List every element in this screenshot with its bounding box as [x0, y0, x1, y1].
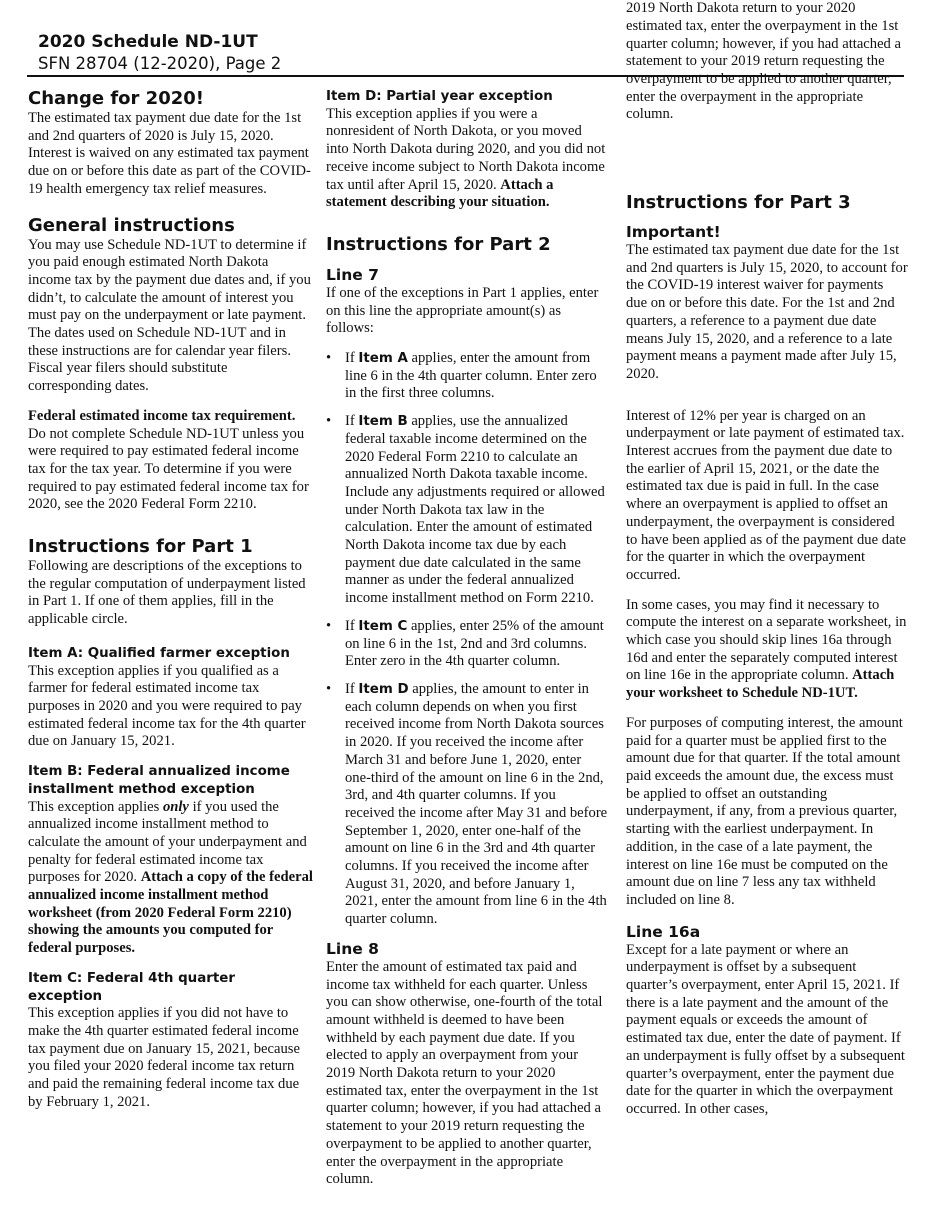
page-header: [38, 32, 281, 74]
line7-intro: If one of the exceptions in Part 1 applies, enter on this line the appropriate amount(s) as follows:: [326, 284, 599, 337]
line8-continuation: 2019 North Dakota return to your 2020 estimated tax, enter the overpayment in the 1st quarter column; however, if you had attached a statement to your 2019 return requesting the overpayment to be applied to another quarter, enter the overpayment in the appropriate column.: [626, 0, 901, 123]
item-b-attach-note: Attach a copy of the federal annualized income installment method worksheet (from 2020 Federal Form 2210) showing the amounts you computed for federal purposes.: [28, 869, 313, 957]
item-label: Item A: [358, 351, 408, 367]
item-b-text-mid: if you used the annualized income installment method to calculate the amount of your underpayment and penalty for federal estimated income tax purposes for 2020.: [28, 798, 307, 886]
worksheet-text: In some cases, you may find it necessary to compute the interest on a separate worksheet, in which case you should skip lines 16a through 16d and enter the separately computed interest on line 16e in the appropriate column.: [626, 596, 907, 684]
worksheet-paragraph: [626, 597, 908, 703]
change-2020-text: The estimated tax payment due date for the 1st and 2nd quarters of 2020 is July 15, 2020. Interest is waived on any estimated tax payment due on or before this date as part of the COVID-19 health emergency tax relief measures.: [28, 110, 311, 197]
item-b-only: only: [162, 798, 189, 815]
part1-heading: Instructions for Part 1: [28, 536, 253, 558]
federal-requirement-paragraph: [28, 408, 313, 514]
worksheet-attach-note: Attach your worksheet to Schedule ND-1UT.: [626, 667, 895, 702]
line7-bullet-list: [326, 350, 608, 929]
form-subtitle: SFN 28704 (12-2020), Page 2: [38, 54, 282, 73]
item-label: Item B: [358, 414, 408, 430]
line16a-text: Except for a late payment or where an underpayment is offset by a subsequent quarter’s overpayment, enter April 15, 2021. If there is a late payment and the amount of the payment equals or exceeds the amount of estimated tax due, enter the date of payment. If an underpayment is fully offset by a subsequent quarter’s overpayment, enter the payment due date for the quarter in which the overpayment occurred. In other cases,: [626, 941, 905, 1117]
part1-intro: Following are descriptions of the exceptions to the regular computation of underpayment listed in Part 1. If one of them applies, fill in the applicable circle.: [28, 558, 306, 628]
item-label: Item C: [358, 618, 408, 634]
item-d-attach-note: Attach a statement describing your situation.: [326, 176, 554, 211]
line8-text: Enter the amount of estimated tax paid and income tax withheld for each quarter. Unless you can show otherwise, one-fourth of the total amount withheld is deemed to have been withheld by each payment due date. If you elected to apply an overpayment from your 2019 North Dakota return to your 2020 estimated tax, enter the overpayment in the 1st quarter column; however, if you had attached a statement to your 2019 return requesting the overpayment to be applied to another quarter, enter the overpayment in the appropriate column.: [326, 958, 603, 1188]
column-1: [28, 88, 313, 1123]
interest-paragraph: Interest of 12% per year is charged on an underpayment or late payment of estimated tax. Interest accrues from the payment due date to the earlier of April 15, 2021, or the date the estimated tax due is paid in full. In the case where an overpayment is applied to offset an underpayment, the overpayment is considered to have been applied as of the payment due date for the quarter in which the overpayment occurred.: [626, 407, 907, 583]
important-text: The estimated tax payment due date for the 1st and 2nd quarters is July 15, 2020, to account for the COVID-19 interest waiver for payments due on or before this date. For the 1st and 2nd quarters, a reference to a payment due date means July 15, 2020, and a reference to a late payment means a payment made after July 15, 2020.: [626, 242, 908, 382]
item-d-heading: Item D: Partial year exception: [326, 89, 553, 104]
bullet-icon: •: [326, 350, 332, 367]
list-item: • If Item D applies, the amount to enter in each column depends on when you first received income from North Dakota sources in 2020. If you received the income after March 31 and before June 1, 2020, enter one-third of the amount on line 6 in the 2nd, 3rd, and 4th quarter columns. If you received the income after May 31 and before September 1, 2020, enter one-half of the amount on line 6 in the 3rd and 4th quarter columns. If you received the income after August 31, 2020, and before January 1, 2021, enter the amount from line 6 in the 4th quarter column.: [326, 680, 608, 928]
list-item: • If Item C applies, enter 25% of the amount on line 6 in the 1st, 2nd and 3rd columns. Enter zero in the 4th quarter column.: [326, 617, 604, 670]
general-instructions-heading: General instructions: [28, 214, 235, 236]
item-b-text-pre: This exception applies: [28, 798, 163, 815]
item-b-paragraph: [28, 799, 313, 958]
federal-requirement-text: Do not complete Schedule ND-1UT unless you were required to pay estimated federal income tax for the tax year. To determine if you were required to pay estimated federal income tax for 2020, see the 2020 Federal Form 2210.: [28, 425, 309, 513]
column-2: [326, 88, 608, 1188]
column-3: [626, 0, 908, 1131]
item-d-paragraph: [326, 106, 608, 212]
change-2020-heading: Change for 2020!: [28, 88, 204, 109]
item-d-text: This exception applies if you were a nonresident of North Dakota, or you moved into North Dakota during 2020, and you did not receive income subject to North Dakota income tax until after April 15, 2020.: [326, 105, 606, 193]
general-instructions-text: You may use Schedule ND-1UT to determine if you paid enough estimated North Dakota income tax by the payment due dates and, if you didn’t, to calculate the amount of interest you must pay on the underpayment or late payment. The dates used on Schedule ND-1UT and in these instructions are for calendar year filers. Fiscal year filers should substitute corresponding dates.: [28, 236, 311, 395]
important-heading: Important!: [626, 223, 721, 241]
bullet-icon: •: [326, 617, 332, 634]
line16a-heading: Line 16a: [626, 922, 701, 941]
bullet-icon: •: [326, 680, 332, 697]
item-label: Item D: [358, 681, 409, 697]
list-item: • If Item A applies, enter the amount from line 6 in the 4th quarter column. Enter zero in the first three columns.: [326, 350, 597, 402]
item-c-text: This exception applies if you did not have to make the 4th quarter estimated federal income tax payment due on January 15, 2021, because you filed your 2020 federal income tax return and paid the remaining federal income tax due by February 1, 2021.: [28, 1005, 300, 1110]
line8-heading: Line 8: [326, 939, 379, 958]
item-b-heading: Item B: Federal annualized income installment method exception: [28, 764, 290, 797]
item-c-heading: Item C: Federal 4th quarter exception: [28, 970, 235, 1004]
part2-heading: Instructions for Part 2: [326, 233, 551, 255]
line7-heading: Line 7: [326, 265, 379, 284]
item-a-text: This exception applies if you qualified as a farmer for federal estimated income tax purposes in 2020 and you were required to pay estimated federal income tax for the 4th quarter due on January 15, 2021.: [28, 662, 306, 750]
part3-heading: Instructions for Part 3: [626, 192, 851, 213]
federal-requirement-heading: Federal estimated income tax requirement.: [28, 407, 296, 424]
form-title: 2020 Schedule ND-1UT: [38, 32, 258, 52]
line8-text-continued: [626, 0, 908, 176]
computing-interest-paragraph: For purposes of computing interest, the amount paid for a quarter must be applied first to the amount due for that quarter. If the total amount paid exceeds the amount due, the excess must be applied to offset an outstanding underpayment, if any, from a previous quarter, starting with the earliest underpayment. In addition, in the case of a late payment, the interest on line 16e must be computed on the amount due on line 7 less any tax withheld included on line 8.: [626, 714, 903, 908]
list-item: • If Item B applies, use the annualized federal taxable income determined on the 2020 Federal Form 2210 to calculate an annualized North Dakota taxable income. Include any adjustments required or allowed under North Dakota tax law in the calculation. Enter the amount of estimated North Dakota income tax due by each payment due date calculated in the same manner as under the federal annualized income installment method on Form 2210.: [326, 413, 605, 607]
bullet-icon: •: [326, 413, 332, 430]
item-a-heading: Item A: Qualified farmer exception: [28, 645, 290, 661]
